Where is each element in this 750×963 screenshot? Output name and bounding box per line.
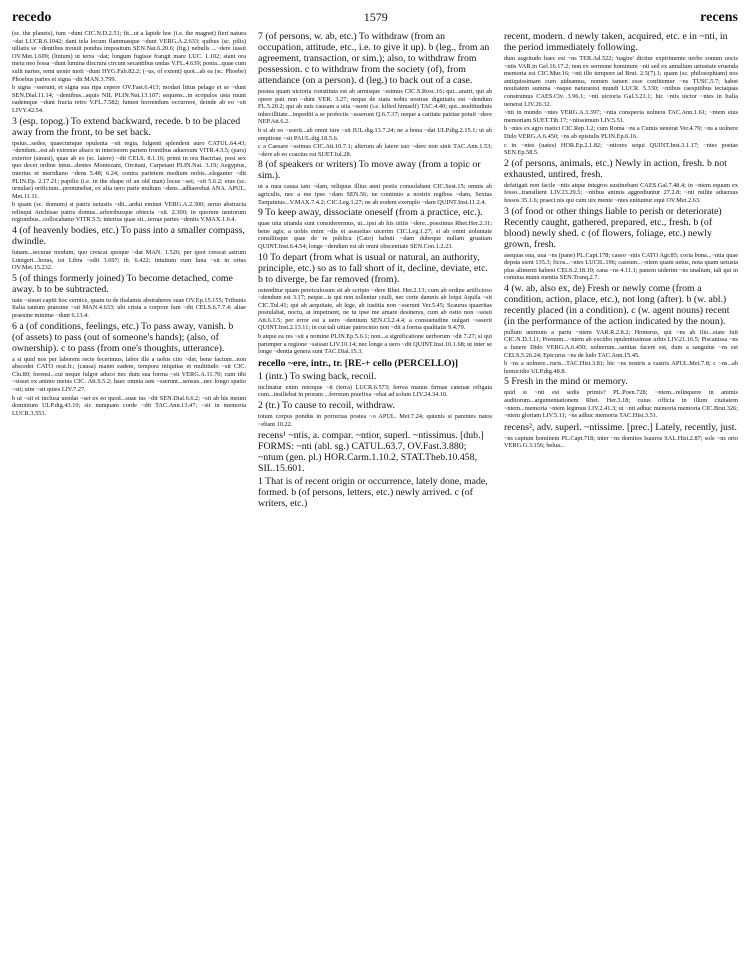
citation-block: b quam (sc. domum) si patris uetustis ~dit...ardui eminet VERG.A.2.300; seruo abstracta relinqui Anchisae patris domus...arboribusque obtecta ~sit. 2.300; in quorum uentorum regionibus...collocabatur VITR.5.5; interius quae sit...terrae partes ~dentis V.MAX.1.6.4. <box>12 201 246 224</box>
sense-definition: 3 (of food or other things liable to perish or deteriorate) Recently caught, gathered, prepared, etc., fresh. b (of blood) newly shed. c (of flowers, foliage, etc.) newly grown, fresh. <box>504 205 722 250</box>
citation-block: b ~ntes ex agro rustici CIC.Rep.1.2; cum Roma ~ns a Cumis uenerat Ver.4.79; ~ns a uolnere Dido VERG.A.6.450; ~ns ab epistulis PLIN.Ep.6.16. <box>504 125 738 140</box>
page-number: 1579 <box>363 10 388 24</box>
citation-block: totum corpus pondus in porrectas postea ~o APUL. Met.7.24; quienis si parentes natos ~ebant 10.22. <box>258 413 492 428</box>
sense-definition: 1 (intr.) To swing back, recoil. <box>258 370 377 382</box>
citation-block: quid si ~nti est sedis primis? PL.Poen.728; ~ntem...relinquere in animis auditorum...argumentationem Rhet. Her.3.18; cuius officia in illum ciuitatem ~ntem...memoria ~ntem legimus LIV.2.41.3; ut ~nti adhuc memoria memoria CIC.Brut.326; ~ntem gloriam LIV.5.11; ~ns adhuc memoria TAC.Hist.3.51. <box>504 389 738 420</box>
citation-block: c in ~ntes (uates) HOR.Ep.2.1.82; ~ntiores sequi QUINT.Inst.3.1.17; ~ntes poetae SEN.Ep.58.5. <box>504 141 738 157</box>
sense-definition: 2 (tr.) To cause to recoil, withdraw. <box>258 400 395 412</box>
sense-definition: 4 (w. ab, also ex, de) Fresh or newly come (from a condition, action, place, etc.), not long (after). b (w. abl.) recently placed (in a condition). c (w. agent nouns) recent (in the performance of the action indicated by the noun). <box>504 282 730 327</box>
citation-block: ut a mea causa iam ~dam, reliquus illius anni pestis conuolabant CIC.Sest.15; omnis ab agriculis, nec a me ipse ~dam SEN.56; ne continuo a nostris regibus ~dam, Sextus Tarquinius...V.MAX.7.4.2; CIC.Leg.1.27; ne ab eodem exemplo ~dam QUINT.Inst.11.2.4. <box>258 183 492 206</box>
text-columns <box>12 30 738 960</box>
entry-lemma: recello ~ere, intr., tr. [RE-+ cello (PERCELLO)] <box>258 357 459 369</box>
citation-block: lunam...securae modum, quo crescat quoque ~dat MAN. 1.526; per quot crescat astrum Lunigeri...horas, tot Libra ~sdit 3.697; ib. 6.422; intuitum cum luna ~sit in ortus OV.Met.15.232. <box>12 249 246 272</box>
citation-block: b ~ns a uolnere...ruris...TAC.Hist.3.81; hic ~ns nostris a castris APUL.Met.7.8; c ~ns...ab homicidio ULP.dig.48.8. <box>504 360 738 375</box>
citation-block: postea quam uictoria constituta est ab armisque ~ssimus CIC.S.Rosc.16; qui...aratri, qui ab opere pati non ~dunt VER. 3.27; neque de statu nobis nostrae dignitatis est ~dendum FL.5.20.2; qui ab suis causam a uita ~ssent (i.e. killed himself) TAC.4.40; qui...multitudinis inbecillitate...impediti a se profectis ~ssserunt Q.6.7.37; neque a caritate patriae potuit ~dere NEP.Att.6.2. <box>258 88 492 126</box>
sense-definition: 10 To depart (from what is usual or natural, an authority, principle, etc.) so as to fall short of it, decline, deviate, etc. b to diverge, be far removed (from). <box>258 251 488 285</box>
citation-block: ~nti in mundo ~ntes VERG.A.3.397; ~ntia conspecta uolnera TAC.Ann.1.61; ~ntem eius memoriam SUET.Tib.17; ~ntissimum LIV.5.51. <box>504 109 738 124</box>
sense-definition: 8 (of speakers or writers) To move away (from a topic or sim.). <box>258 159 481 182</box>
sense-definition: 5 (of things formerly joined) To become detached, come away. b to be subtracted. <box>12 272 233 295</box>
left-running-headword: recedo <box>12 10 52 25</box>
page-header <box>12 10 738 28</box>
sense-definition: 9 To keep away, dissociate oneself (from a practice, etc.). <box>258 207 483 219</box>
sense-definition: 6 a (of conditions, feelings, etc.) To pass away, vanish. b (of assets) to pass (out of someone's hands); (also, of ownership). c to pass (from one's thoughts, utterance). <box>12 320 234 354</box>
citation-block: (sc. the planets), tum ~dunt CIC.N.D.2.51; fit...ut a lapide hoc (i.e. the magnet) fieri natura ~dat LUCR.6.1042; dant tela locum flammasque ~dunt VERG.A.2.633; quibus (sc. pilis) uiliatis se ~dentibus treuuit pondus impositum SEN.Nat.6.20.6; (fig.) nebulis ...~dere iussit OV.Met.1.609; (lintum) ut terra ~dat; longum fugisse frangit mare LUC. 1.102; stant ora metu neo fessa ~dunt lumina discrura circum secantibus undas V.FL.4.639; ponta...quae cum sulit nartes, remi uento moti ~dunt HYG.Fab.82.2; (~us, of extent) quot...ab ea (sc. Phoebe) Phoebus partes et signa ~dit MAN.3.799. <box>12 30 246 83</box>
sense-definition: 2 (of persons, animals, etc.) Newly in action, fresh. b not exhausted, untired, fresh. <box>504 157 727 180</box>
column-left <box>12 30 246 960</box>
sense-definition: 3 (esp. topog.) To extend backward, recede. b to be placed away from the front, to be set back. <box>12 115 241 138</box>
column-right <box>504 30 738 960</box>
sense-definition: 4 (of heavenly bodies, etc.) To pass into a smaller compass, dwindle. <box>12 225 245 248</box>
citation-block: b si ab eo ~sserit...ab omni iure ~sit IUL.dig.13.7.24; ne a bona ~dat ULP.dig.2.15.1; ut ab emptione ~sit PAUL.dig.18.5.6. <box>258 126 492 142</box>
entry-head-recens1: recens¹ ~ntis, a. compar. ~ntior, superl. ~ntissimus. [dub.] FORMS: ~nti (abl. sg.) CATUL.63.7, OV.Fast.3.880; ~ntum (gen. pl.) HOR.Carm.1.10.2, STAT.Theb.10.458, SIL.15.601. <box>258 430 484 475</box>
citation-block: quae uita uitanda sunt considerermus, ut...ipsi ab his uitiis ~dere...possimus Rhet.Her.2.31; bene agis; a uobis enim ~dis et assueitas uicerim CIC.Leg.1.27; si ab omni uoluntate consiliisque quae de re publica (Cato) habuit ~dam dubeque nullam gruatiam QUINT.Inst.6.4.54; longe ~dendum est ab omni obscenitate SEN.Con.1.2.23. <box>258 220 492 250</box>
sense-definition: 1 That is of recent origin or occurrence, lately done, made, formed. b (of persons, letters, etc.) newly arrived. c (of writers, etc.) <box>258 476 488 510</box>
citation-block: ~ns captum hominem PL.Capt.718; inter ~ns domitos Isauros SAL.Hist.2.87; sole ~ns orto VERG.G.3.156; belua... <box>504 434 738 450</box>
column-middle <box>258 30 492 960</box>
citation-block: asequas ena, uua ~ns (pane) PL.Capt.178; caseo ~ntis CATO Agr.85; coria bona...~ntia quae depsta sient 135.3; ficos...~ntes LUCIL.196; caseum...~ntem quam uetus, nota quam uetusta plus alimenti habent CELS.2.18.10; cana ~ns 4.11.1; panem uiderint ~ns unalium, tali qui in conuiua manu mentia SEN.Tranq.2.7. <box>504 251 738 282</box>
sense-definition: recent, modern. d newly taken, acquired, etc. e in ~nti, in the period immediately following. <box>504 31 728 53</box>
entry-head-recens2: recens², adv. superl. ~ntissime. [prec.] Lately, recently, just. <box>504 421 737 433</box>
citation-block: a si quid nos per laborem recte fecerimus, labor ille a uobis cito ~det, bene factum...non abscedet CATO orat.fr.; (causa) manet eadem, tempora iniquitas et multitudo ~sit CIC. Clu.80; forensi...cui neque fulgor aduco nec dum sua forma ~sit VERG.A.11.70; cum tibi ~sisset ex animo metus CIC. Att.9.5.2; haec omnia iam ~sserunt...sensus...nec longo spatio ~sit; uim ~sit quies LIV.7.27. <box>12 355 246 393</box>
citation-block: c a Caesare ~ssimus CIC.Att.10.7.1; alterum ab latere suo ~dere non sinit TAC.Ann.1.53; ~dere ab eo coactus est SUET.Iul.28. <box>258 143 492 158</box>
citation-block: b atque ea res ~sit a nomine PLIN.Ep.5.6.1; non...a significatione uerborum ~dit 7.27; si qui parumper a regione ~ssisset LIV.10.14; nec longe a uero ~dit QUINT.Inst.10.1.68; ut inter se longe ~dentia genera sunt TAC.Dial.15.3. <box>258 333 492 356</box>
citation-block: inclinatur enim retroque ~it (terra) LUCR.6.573; ferrea manus firmae catenae religata cum...insiliebat in proram ...ferreum praefixa ~ebat ad solum LIV.24.34.10. <box>258 383 492 399</box>
entry-head-recello <box>258 358 492 369</box>
citation-block: b ut ~sit et inclusa uendat ~set ex eo quod...suae ius ~dit SEN.Dial.6.6.2; ~sit ab his meum dominium ULP.dig.43.10; sic nunquam corde ~dit TAC.Ann.13.47; ~sit in memoria LUCR.3.553. <box>12 394 246 417</box>
citation-block: ipsius...sedes, quaecumque opulenta ~sit regia, fulgenti splendent auro CATUL.64.43; ~dendum...est ab extremo abaco in interiorem partem frontibus aduersum VITR.4.3.5; (pars) exterior (sinusi), quae ab eo (sc. latere) ~dit CELS. 8.1.16; primi in ora Bactriae, post sex quo decet ordine intus...dentes Montezani, Orcitani, Carpetani PLIN.Nat. 3.19; Aegyptus, interius et meridiano ~dens 5.48; 6.24; contra parietem medium nobis...eleganter ~dit PLIN.Ep. 2.17.21; papilio (i.e. in the shape of an old man) locus ~set; ~sit 5.6.2; eius (sc. urnulae) orificium...prominebat, ex alia uero parte multum ~dens...adhaerebat ANA. APUL. Met.11.11. <box>12 139 246 200</box>
citation-block: b signa ~sserunt, et signa sua ripa cepere OV.Fast.6.413; modari littus pelago et se ~dunt SEN.Dial.11.14; ~dentibus...aquis NIL PLIN.Nat.13.107; sequens...in scopulos usta ruunt eademque ~dunt fracta retro V.FL.7.582; fumen horrendum occurrere, deinde ab eo ~sit LIVY.42.54. <box>12 84 246 114</box>
citation-block: pullum animum a partu ~ntem VAR.R.2.8.2; Homerus, qui ~ns ab ilio...etate fuit CIC.N.D.3.11; Poenum...~ntem ab excidio opulentissimae urbis LIV.21.16.5; Piscanissa ~ns a funere Dido VERG.A.6.450; uolnerum...sanitas facere est, dum a sanguine ~ns est CELS.5.26.24; Epicurus ~ns de ludo TAC.Ann.15.45. <box>504 328 738 359</box>
citation-block: nate ~sisset capiti hoc cernice, quam tu de thalamis abstraheres suae OV.Ep.15.155; Tribunis Italia tantum praesine ~sit MAN.4.633; ubi crista a corpore fam ~dit CELS.6.7.7.4; aliae praesine minime ~dunt 6.13.4. <box>12 296 246 320</box>
citation-block: ostenditur quam pereiculosum sit ab scripto ~dere Rhet. Her.2.13; cum ab ordine artificioso ~dendum est 3.17; neque...is qui non tollentur ciuili, nec certe damnis ab loqui Aquila ~sit CIC.Tul.41; qui ab aequitate, ab lege, ab iustitia non ~sserunt Ver.5.45; Scaurus quaeritas postulabat, noctu, at impetraret, ne tu ipse me amare desineres, cum ab ostio non ~ssisti Att.6.1.5; per error est a uero ~dentium SEN.Cl.2.4.4; a consuetudine uulgari ~ssserit QUINT.Inst.2.13.11; in cui tali uitiae patrocinio non ~dit a forma qualitatis 9.4.79. <box>258 286 492 332</box>
citation-block: defatigati non facile ~ntis atque integros sustinebant CAES.Gal.7.48.4; in ~ntem equum ex fesso...transilient LIV.23.29.5; ~ntibus animis aggrediuntur 27.2.8; ~nti milite aduersus fessos 35.1.6; praeci nis qui cum uix mente ~ntes enituntur equi OV.Met.2.63. <box>504 181 738 204</box>
sense-definition: 5 Fresh in the mind or memory. <box>504 376 628 388</box>
sense-definition: 7 (of persons, w. ab, etc.) To withdraw (from an occupation, attitude, etc., i.e. to give it up). b (leg., from an agreement, transaction, or sim.); also, to withdraw from possession. c to withdraw from the society (of), from attendance (on a person). d (leg.) to back out of a case. <box>258 31 490 86</box>
citation-block: dum asgritudo haec est ~ns TER.Ad.522; 'nagire' dicitur expirimente uerbo sonum uocis ~ntis VAR.in Gel.16.17.2; non ex sermone hominum ~nti sed ex annalium uetustate eruenda memoria est CIC.Mur.16; ~nti illo tempore ad Brut. 2.5(7).1; quam (sc. philosophiam) nos antiquissimam cum uideamus, nomen tamen esse confitemur ~ns TUSC.5.7; habet nouitatem summa ~nsque naturarest mundi LUCR. 5.330; ~ntibus caespitibus tectaquas construmus CAES.Civ. 3.96.1; ~nti uictoria Gal.3.21.1; hic ~ntis uictor ~ntes in Italia uenerat LIV.26.32. <box>504 55 738 108</box>
right-running-headword: recens <box>700 10 738 25</box>
